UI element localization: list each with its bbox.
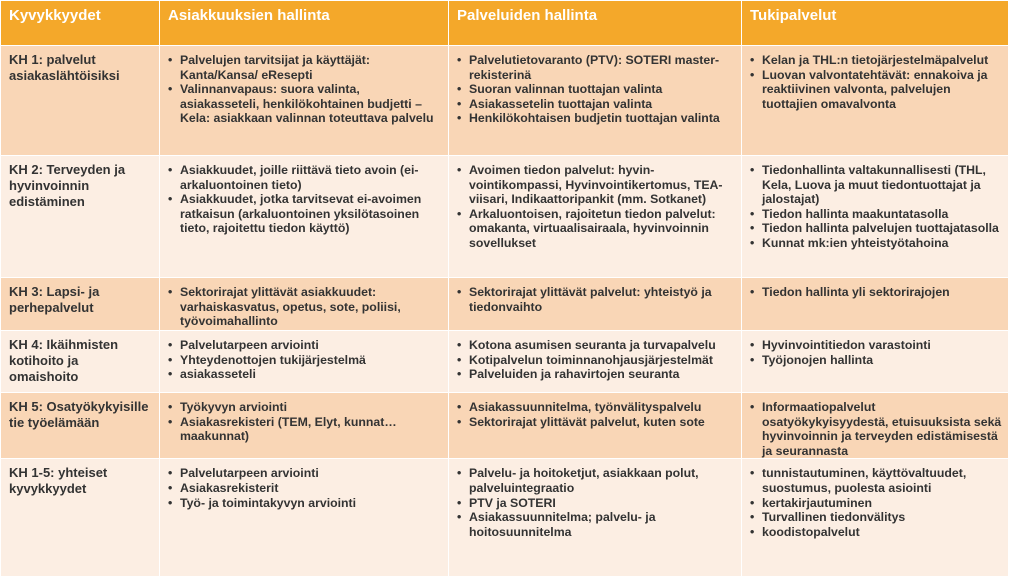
list-item: • Asiakasrekisterit	[166, 481, 442, 496]
row-label: KH 5: Osatyökykyisille tie työelämään	[1, 393, 160, 459]
bullet-list	[748, 285, 1002, 300]
list-item: • Tiedon hallinta maakuntatasolla	[748, 207, 1002, 222]
cell-asiakkuuksien-hallinta	[160, 156, 449, 278]
bullet-list	[166, 466, 442, 510]
bullet-list	[455, 466, 735, 539]
cell-tukipalvelut	[742, 156, 1009, 278]
list-item: • Sektorirajat ylittävät asiakkuudet: varhaiskasvatus, opetus, sote, poliisi, työvoimahallinto	[166, 285, 442, 329]
table-row	[1, 278, 1009, 331]
bullet-list	[455, 53, 735, 126]
list-item: • Palvelutarpeen arviointi	[166, 466, 442, 481]
list-item: • tunnistautuminen, käyttövaltuudet, suostumus, puolesta asiointi	[748, 466, 1002, 495]
list-item: • Hyvinvointitiedon varastointi	[748, 338, 1002, 353]
list-item: • Informaatiopalvelut osatyökykyisyydestä, etuisuuksista sekä hyvinvoinnin ja terveyden edistämisestä ja seurannasta	[748, 400, 1002, 458]
list-item: • Kotipalvelun toiminnanohjausjärjestelmät	[455, 353, 735, 368]
list-item: • Tiedon hallinta palvelujen tuottajatasolla	[748, 221, 1002, 236]
table-row	[1, 459, 1009, 577]
list-item: • Asiakkuudet, joille riittävä tieto avoin (ei-arkaluontoinen tieto)	[166, 163, 442, 192]
cell-tukipalvelut	[742, 393, 1009, 459]
list-item: • Työjonojen hallinta	[748, 353, 1002, 368]
cell-asiakkuuksien-hallinta	[160, 331, 449, 393]
cell-tukipalvelut	[742, 459, 1009, 577]
list-item: • kertakirjautuminen	[748, 496, 1002, 511]
bullet-list	[166, 285, 442, 329]
bullet-list	[455, 338, 735, 382]
list-item: • Arkaluontoisen, rajoitetun tiedon palvelut: omakanta, virtuaalisairaala, hyvinvoinnin sovellukset	[455, 207, 735, 251]
list-item: • Yhteydenottojen tukijärjestelmä	[166, 353, 442, 368]
bullet-list	[748, 163, 1002, 251]
list-item: • Suoran valinnan tuottajan valinta	[455, 82, 735, 97]
list-item: • Tiedonhallinta valtakunnallisesti (THL, Kela, Luova ja muut tiedontuottajat ja jalostajat)	[748, 163, 1002, 207]
list-item: • Palvelu- ja hoitoketjut, asiakkaan polut, palveluintegraatio	[455, 466, 735, 495]
list-item: • Asiakkuudet, jotka tarvitsevat ei-avoimen ratkaisun (arkaluontoinen yksilötasoinen tieto, rajoitettu tiedon käyttö)	[166, 192, 442, 236]
bullet-list	[166, 163, 442, 236]
cell-palveluiden-hallinta	[449, 393, 742, 459]
list-item: • Asiakassuunnitelma, työnvälityspalvelu	[455, 400, 735, 415]
cell-asiakkuuksien-hallinta	[160, 459, 449, 577]
table-row	[1, 393, 1009, 459]
list-item: • Palveluiden ja rahavirtojen seuranta	[455, 367, 735, 382]
cell-palveluiden-hallinta	[449, 278, 742, 331]
cell-asiakkuuksien-hallinta	[160, 46, 449, 156]
list-item: • Sektorirajat ylittävät palvelut, kuten sote	[455, 415, 735, 430]
list-item: • Kelan ja THL:n tietojärjestelmäpalvelut	[748, 53, 1002, 68]
list-item: • Henkilökohtaisen budjetin tuottajan valinta	[455, 111, 735, 126]
list-item: • PTV ja SOTERI	[455, 496, 735, 511]
list-item: • Tiedon hallinta yli sektorirajojen	[748, 285, 1002, 300]
list-item: • Palvelujen tarvitsijat ja käyttäjät: Kanta/Kansa/ eResepti	[166, 53, 442, 82]
bullet-list	[166, 338, 442, 382]
header-palveluiden-hallinta: Palveluiden hallinta	[449, 1, 742, 46]
row-label: KH 3: Lapsi- ja perhepalvelut	[1, 278, 160, 331]
list-item: • Palvelutietovaranto (PTV): SOTERI master-rekisterinä	[455, 53, 735, 82]
list-item: • Kunnat mk:ien yhteistyötahoina	[748, 236, 1002, 251]
bullet-list	[455, 400, 735, 429]
table-row	[1, 156, 1009, 278]
header-row	[1, 1, 1009, 46]
cell-tukipalvelut	[742, 46, 1009, 156]
list-item: • Valinnanvapaus: suora valinta, asiakasseteli, henkilökohtainen budjetti – Kela: asiakkaan valinnan toteuttava palvelu	[166, 82, 442, 126]
cell-palveluiden-hallinta	[449, 46, 742, 156]
list-item: • Avoimen tiedon palvelut: hyvin-vointikompassi, Hyvinvointikertomus, TEA-viisari, Indikaattoripankit (mm. Sotkanet)	[455, 163, 735, 207]
row-label: KH 1-5: yhteiset kyvykkyydet	[1, 459, 160, 577]
bullet-list	[166, 53, 442, 126]
list-item: • koodistopalvelut	[748, 525, 1002, 540]
cell-palveluiden-hallinta	[449, 459, 742, 577]
list-item: • Työ- ja toimintakyvyn arviointi	[166, 496, 442, 511]
bullet-list	[748, 338, 1002, 367]
bullet-list	[748, 466, 1002, 539]
list-item: • Sektorirajat ylittävät palvelut: yhteistyö ja tiedonvaihto	[455, 285, 735, 314]
bullet-list	[166, 400, 442, 444]
cell-tukipalvelut	[742, 278, 1009, 331]
header-asiakkuuksien-hallinta: Asiakkuuksien hallinta	[160, 1, 449, 46]
list-item: • Kotona asumisen seuranta ja turvapalvelu	[455, 338, 735, 353]
list-item: • Turvallinen tiedonvälitys	[748, 510, 1002, 525]
list-item: • Asiakasrekisteri (TEM, Elyt, kunnat… maakunnat)	[166, 415, 442, 444]
table-row	[1, 331, 1009, 393]
row-label: KH 2: Terveyden ja hyvinvoinnin edistäminen	[1, 156, 160, 278]
bullet-list	[748, 53, 1002, 111]
cell-palveluiden-hallinta	[449, 331, 742, 393]
list-item: • Asiakassetelin tuottajan valinta	[455, 97, 735, 112]
cell-asiakkuuksien-hallinta	[160, 278, 449, 331]
row-label: KH 1: palvelut asiakaslähtöisiksi	[1, 46, 160, 156]
list-item: • Asiakassuunnitelma; palvelu- ja hoitosuunnitelma	[455, 510, 735, 539]
header-tukipalvelut: Tukipalvelut	[742, 1, 1009, 46]
row-label: KH 4: Ikäihmisten kotihoito ja omaishoito	[1, 331, 160, 393]
table-row	[1, 46, 1009, 156]
bullet-list	[748, 400, 1002, 458]
bullet-list	[455, 285, 735, 314]
cell-palveluiden-hallinta	[449, 156, 742, 278]
bullet-list	[455, 163, 735, 251]
list-item: • Työkyvyn arviointi	[166, 400, 442, 415]
cell-tukipalvelut	[742, 331, 1009, 393]
list-item: • Luovan valvontatehtävät: ennakoiva ja reaktiivinen valvonta, palvelujen tuottajien omavalvonta	[748, 68, 1002, 112]
list-item: • asiakasseteli	[166, 367, 442, 382]
cell-asiakkuuksien-hallinta	[160, 393, 449, 459]
list-item: • Palvelutarpeen arviointi	[166, 338, 442, 353]
header-kyvykkyydet: Kyvykkyydet	[1, 1, 160, 46]
